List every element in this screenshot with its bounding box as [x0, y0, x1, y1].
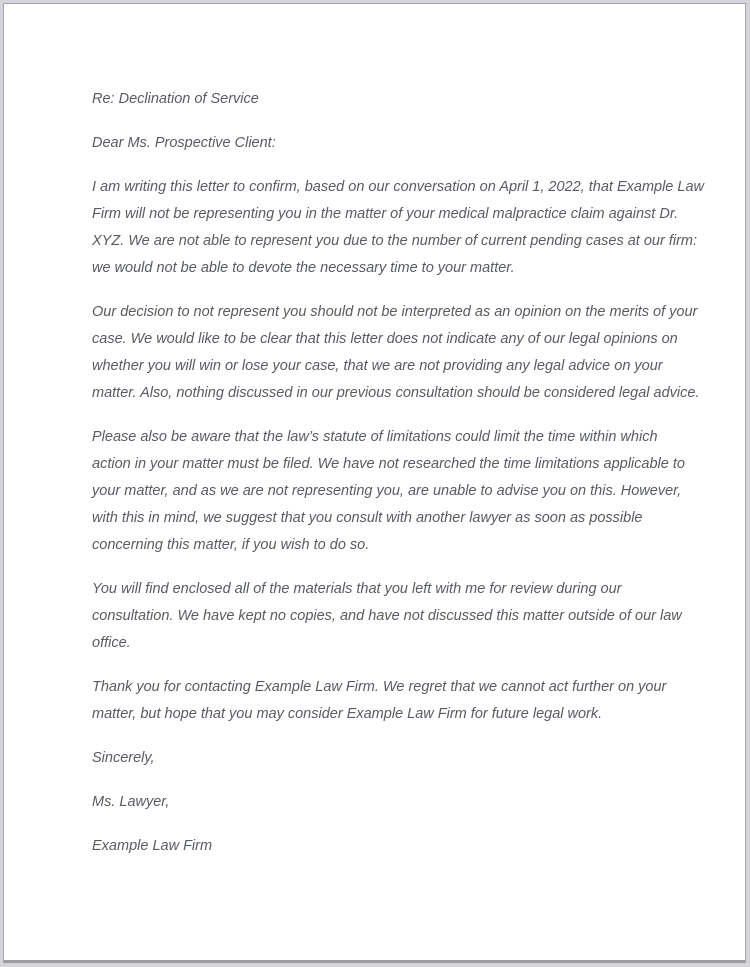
letter-line: matter. Also, nothing discussed in our previous consultation should be considered legal advice. [92, 385, 700, 401]
letter-body [4, 4, 745, 860]
letter-line: case. We would like to be clear that this letter does not indicate any of our legal opinions on [92, 331, 678, 347]
letter-paragraph [92, 674, 685, 728]
letter-line: Please also be aware that the law’s statute of limitations could limit the time within which [92, 429, 658, 445]
letter-line: action in your matter must be filed. We have not researched the time limitations applicable to [92, 456, 685, 472]
letter-line: Our decision to not represent you should not be interpreted as an opinion on the merits of your [92, 304, 698, 320]
letter-closing [92, 745, 685, 772]
letter-paragraph [92, 174, 704, 282]
letter-line: Firm will not be representing you in the matter of your medical malpractice claim against Dr. [92, 206, 679, 222]
letter-paragraph [92, 299, 700, 407]
closing-line: Sincerely, [92, 750, 155, 766]
letter-subject [92, 86, 685, 113]
salutation-line: Dear Ms. Prospective Client: [92, 135, 276, 151]
firm-name-line: Example Law Firm [92, 838, 213, 854]
letter-line: Thank you for contacting Example Law Firm. We regret that we cannot act further on your [92, 679, 667, 695]
letter-paragraph [92, 576, 685, 657]
letter-line: I am writing this letter to confirm, based on our conversation on April 1, 2022, that Example Law [92, 179, 704, 195]
letter-line: office. [92, 635, 131, 651]
letter-line: consultation. We have kept no copies, and have not discussed this matter outside of our law [92, 608, 682, 624]
letter-line: You will find enclosed all of the materials that you left with me for review during our [92, 581, 622, 597]
subject-line: Re: Declination of Service [92, 91, 259, 107]
signature-name [92, 789, 685, 816]
letter-page [3, 3, 746, 963]
letter-line: concerning this matter, if you wish to do so. [92, 537, 370, 553]
letter-line: with this in mind, we suggest that you consult with another lawyer as soon as possible [92, 510, 643, 526]
firm-name [92, 833, 685, 860]
letter-salutation [92, 130, 685, 157]
letter-line: we would not be able to devote the necessary time to your matter. [92, 260, 515, 276]
letter-paragraph [92, 424, 685, 559]
letter-line: your matter, and as we are not representing you, are unable to advise you on this. However, [92, 483, 682, 499]
letter-line: whether you will win or lose your case, that we are not providing any legal advice on your [92, 358, 663, 374]
signature-name-line: Ms. Lawyer, [92, 794, 170, 810]
letter-line: XYZ. We are not able to represent you due to the number of current pending cases at our firm: [92, 233, 698, 249]
letter-line: matter, but hope that you may consider Example Law Firm for future legal work. [92, 706, 603, 722]
